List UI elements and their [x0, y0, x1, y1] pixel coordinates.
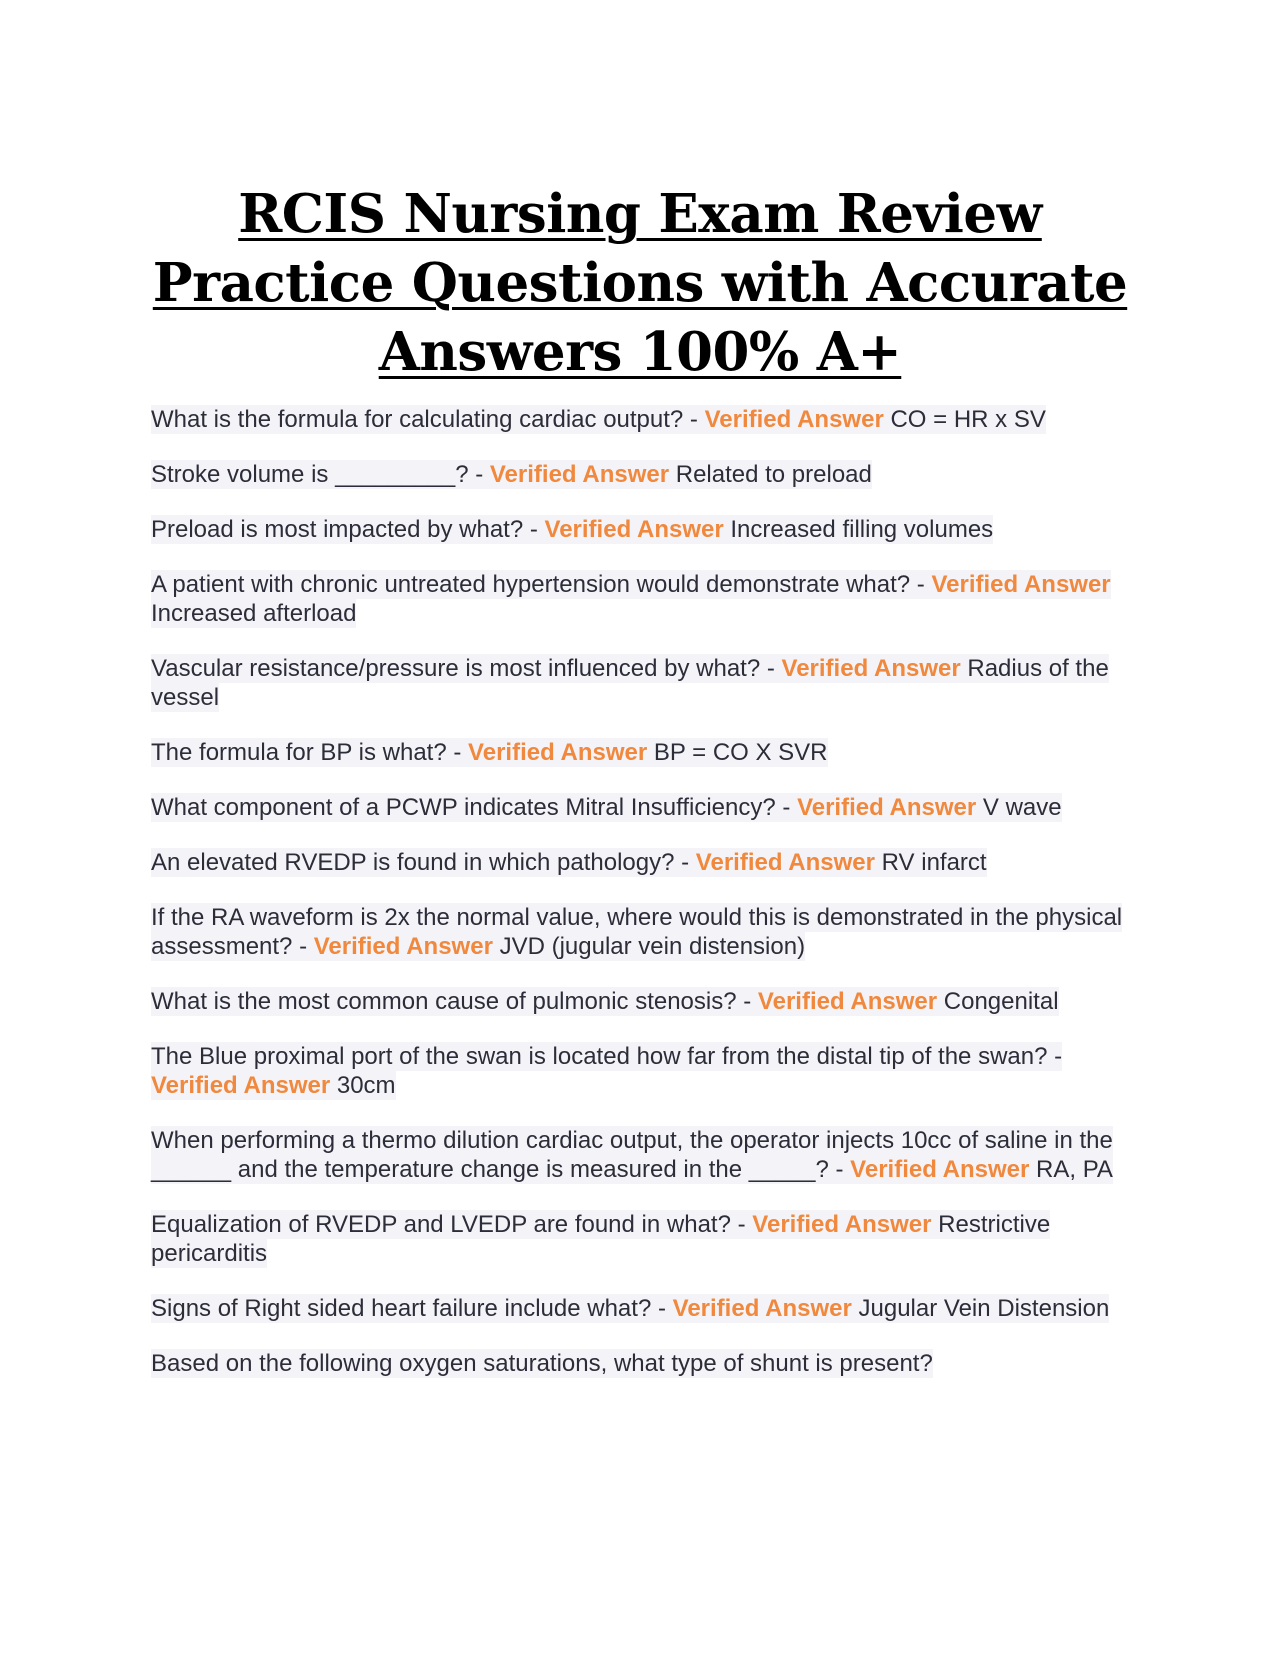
question-text: What component of a PCWP indicates Mitral Insufficiency? -	[151, 794, 791, 821]
qa-item	[151, 515, 1126, 544]
answer-text: Increased filling volumes	[730, 516, 994, 543]
qa-item	[151, 903, 1126, 961]
qa-text	[151, 515, 993, 544]
qa-text	[151, 1210, 1050, 1268]
question-text: What is the most common cause of pulmonic stenosis? -	[151, 988, 752, 1015]
answer-text: JVD (jugular vein distension)	[499, 933, 806, 960]
answer-text: BP = CO X SVR	[653, 739, 828, 766]
answer-text: CO = HR x SV	[890, 406, 1046, 433]
answer-text: Restrictive pericarditis	[151, 1211, 1051, 1267]
qa-item	[151, 793, 1126, 822]
verified-answer-label: Verified Answer	[672, 1295, 852, 1322]
verified-answer-label: Verified Answer	[797, 794, 977, 821]
question-text: The formula for BP is what? -	[151, 739, 462, 766]
qa-text	[151, 738, 828, 767]
verified-answer-label: Verified Answer	[752, 1211, 932, 1238]
qa-text	[151, 570, 1111, 628]
qa-text	[151, 1349, 933, 1378]
qa-item	[151, 405, 1126, 434]
question-text: What is the formula for calculating cardiac output? -	[151, 406, 698, 433]
answer-text: Radius of the vessel	[151, 655, 1109, 711]
verified-answer-label: Verified Answer	[544, 516, 724, 543]
qa-text	[151, 1294, 1109, 1323]
question-text: If the RA waveform is 2x the normal value, where would this is demonstrated in the physical assessment? -	[151, 904, 1123, 960]
question-text: When performing a thermo dilution cardiac output, the operator injects 10cc of saline in the ______ and the temperature change is measured in the _____? -	[151, 1127, 1113, 1183]
qa-item	[151, 460, 1126, 489]
qa-text	[151, 654, 1109, 712]
document-title: RCIS Nursing Exam Review Practice Questions with Accurate Answers 100% A+	[152, 183, 1128, 383]
question-text: Signs of Right sided heart failure include what? -	[151, 1295, 666, 1322]
answer-text: Increased afterload	[151, 600, 357, 627]
verified-answer-label: Verified Answer	[757, 988, 938, 1015]
qa-text	[151, 793, 1062, 822]
qa-text	[151, 848, 987, 877]
qa-item	[151, 1349, 1126, 1378]
qa-item	[151, 1210, 1126, 1268]
answer-text: RV infarct	[881, 849, 987, 876]
qa-item	[151, 1126, 1126, 1184]
verified-answer-label: Verified Answer	[695, 849, 875, 876]
answer-text: RA, PA	[1036, 1156, 1113, 1183]
qa-text	[151, 405, 1046, 434]
answer-text: V wave	[982, 794, 1062, 821]
question-text: Based on the following oxygen saturations, what type of shunt is present?	[151, 1350, 933, 1377]
question-text: A patient with chronic untreated hypertension would demonstrate what? -	[151, 571, 925, 598]
question-text: Preload is most impacted by what? -	[151, 516, 538, 543]
qa-text	[151, 903, 1122, 961]
qa-item	[151, 654, 1126, 712]
qa-item	[151, 1042, 1126, 1100]
answer-text: Congenital	[943, 988, 1059, 1015]
qa-list	[151, 405, 1126, 1378]
answer-text: Jugular Vein Distension	[858, 1295, 1110, 1322]
qa-item	[151, 848, 1126, 877]
qa-item	[151, 987, 1126, 1016]
qa-text	[151, 1126, 1113, 1184]
question-text: An elevated RVEDP is found in which pathology? -	[151, 849, 690, 876]
verified-answer-label: Verified Answer	[489, 461, 670, 488]
verified-answer-label: Verified Answer	[931, 571, 1111, 598]
answer-text: Related to preload	[675, 461, 872, 488]
verified-answer-label: Verified Answer	[704, 406, 884, 433]
verified-answer-label: Verified Answer	[850, 1156, 1030, 1183]
qa-item	[151, 738, 1126, 767]
answer-text: 30cm	[336, 1072, 396, 1099]
verified-answer-label: Verified Answer	[781, 655, 961, 682]
question-text: Stroke volume is _________? -	[151, 461, 484, 488]
verified-answer-label: Verified Answer	[313, 933, 493, 960]
question-text: The Blue proximal port of the swan is located how far from the distal tip of the swan? -	[151, 1043, 1063, 1070]
qa-item	[151, 1294, 1126, 1323]
qa-item	[151, 570, 1126, 628]
qa-text	[151, 460, 872, 489]
question-text: Vascular resistance/pressure is most influenced by what? -	[151, 655, 775, 682]
qa-text	[151, 1042, 1062, 1100]
verified-answer-label: Verified Answer	[468, 739, 648, 766]
qa-text	[151, 987, 1059, 1016]
question-text: Equalization of RVEDP and LVEDP are found in what? -	[151, 1211, 746, 1238]
verified-answer-label: Verified Answer	[151, 1072, 331, 1099]
